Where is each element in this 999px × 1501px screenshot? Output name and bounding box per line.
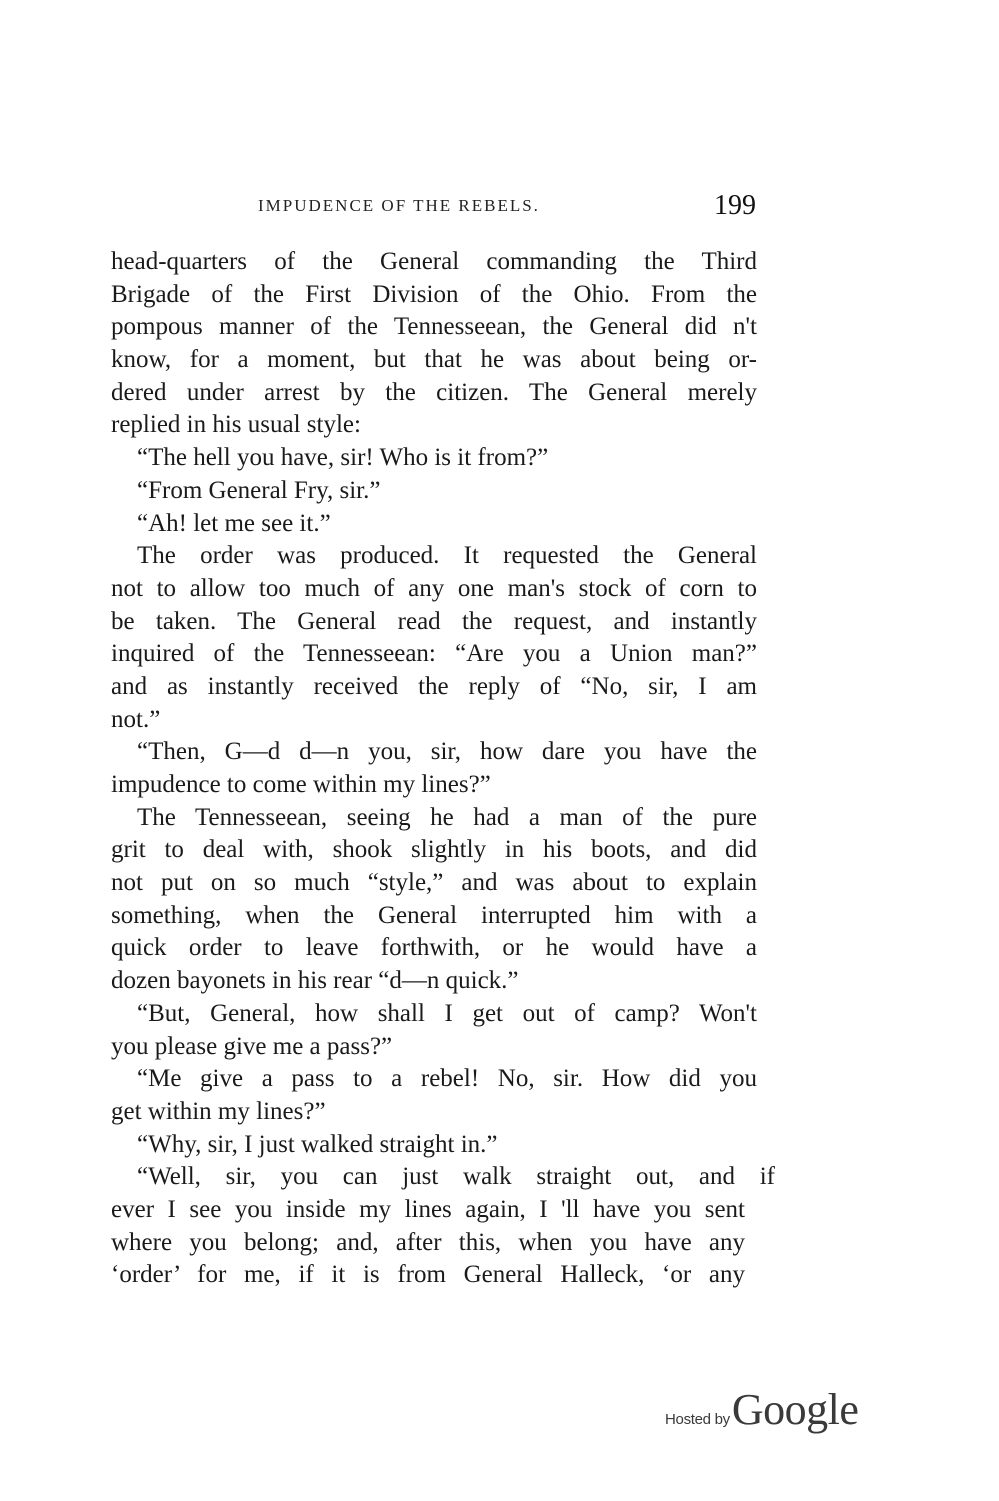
running-head: IMPUDENCE OF THE REBELS. — [258, 196, 540, 215]
text-line: “Why, sir, I just walked straight in.” — [137, 1130, 498, 1158]
text-line: dered under arrest by the citizen. The General merely — [111, 378, 757, 406]
google-logo-text: Google — [731, 1385, 859, 1434]
text-line: and as instantly received the reply of “No, sir, I am — [111, 672, 757, 700]
text-line: head-quarters of the General commanding the Third — [111, 248, 757, 275]
text-line: something, when the General interrupted him with a — [111, 901, 757, 929]
text-line: “Well, sir, you can just walk straight out, and if — [137, 1163, 775, 1191]
text-line: “Then, G—d d—n you, sir, how dare you have the — [137, 738, 757, 766]
text-line: The order was produced. It requested the General — [137, 542, 757, 570]
text-line: Brigade of the First Division of the Ohio. From the — [111, 280, 757, 308]
text-line: not put on so much “style,” and was about to explain — [111, 869, 757, 897]
text-line: inquired of the Tennesseean: “Are you a Union man?” — [111, 640, 757, 668]
text-line: you please give me a pass?” — [111, 1032, 393, 1060]
hosted-by-label: Hosted by — [665, 1411, 730, 1428]
text-line: dozen bayonets in his rear “d—n quick.” — [111, 967, 519, 995]
google-watermark — [665, 1384, 858, 1435]
page-number: 199 — [714, 190, 756, 221]
text-line: impudence to come within my lines?” — [111, 771, 491, 798]
text-line: “Me give a pass to a rebel! No, sir. How did you — [137, 1065, 757, 1093]
text-line: not.” — [111, 705, 161, 733]
text-line: “But, General, how shall I get out of camp? Won't — [137, 999, 757, 1027]
text-line: know, for a moment, but that he was about being or- — [111, 346, 757, 374]
text-line: “From General Fry, sir.” — [137, 476, 381, 504]
text-line: get within my lines?” — [111, 1097, 326, 1125]
text-line: quick order to leave forthwith, or he would have a — [111, 934, 757, 962]
body-text — [111, 246, 775, 1292]
text-line: “The hell you have, sir! Who is it from?” — [137, 444, 549, 472]
text-line: replied in his usual style: — [111, 411, 361, 439]
text-line: The Tennesseean, seeing he had a man of the pure — [137, 803, 757, 831]
text-line: ever I see you inside my lines again, I 'll have you sent — [111, 1195, 745, 1223]
text-line: pompous manner of the Tennesseean, the General did n't — [111, 313, 757, 341]
text-line: not to allow too much of any one man's stock of corn to — [111, 574, 757, 602]
text-line: where you belong; and, after this, when you have any — [111, 1228, 745, 1256]
text-line: be taken. The General read the request, and instantly — [111, 607, 757, 635]
text-line: “Ah! let me see it.” — [137, 509, 331, 537]
text-line: ‘order’ for me, if it is from General Halleck, ‘or any — [111, 1261, 745, 1289]
text-line: grit to deal with, shook slightly in his boots, and did — [111, 836, 757, 864]
